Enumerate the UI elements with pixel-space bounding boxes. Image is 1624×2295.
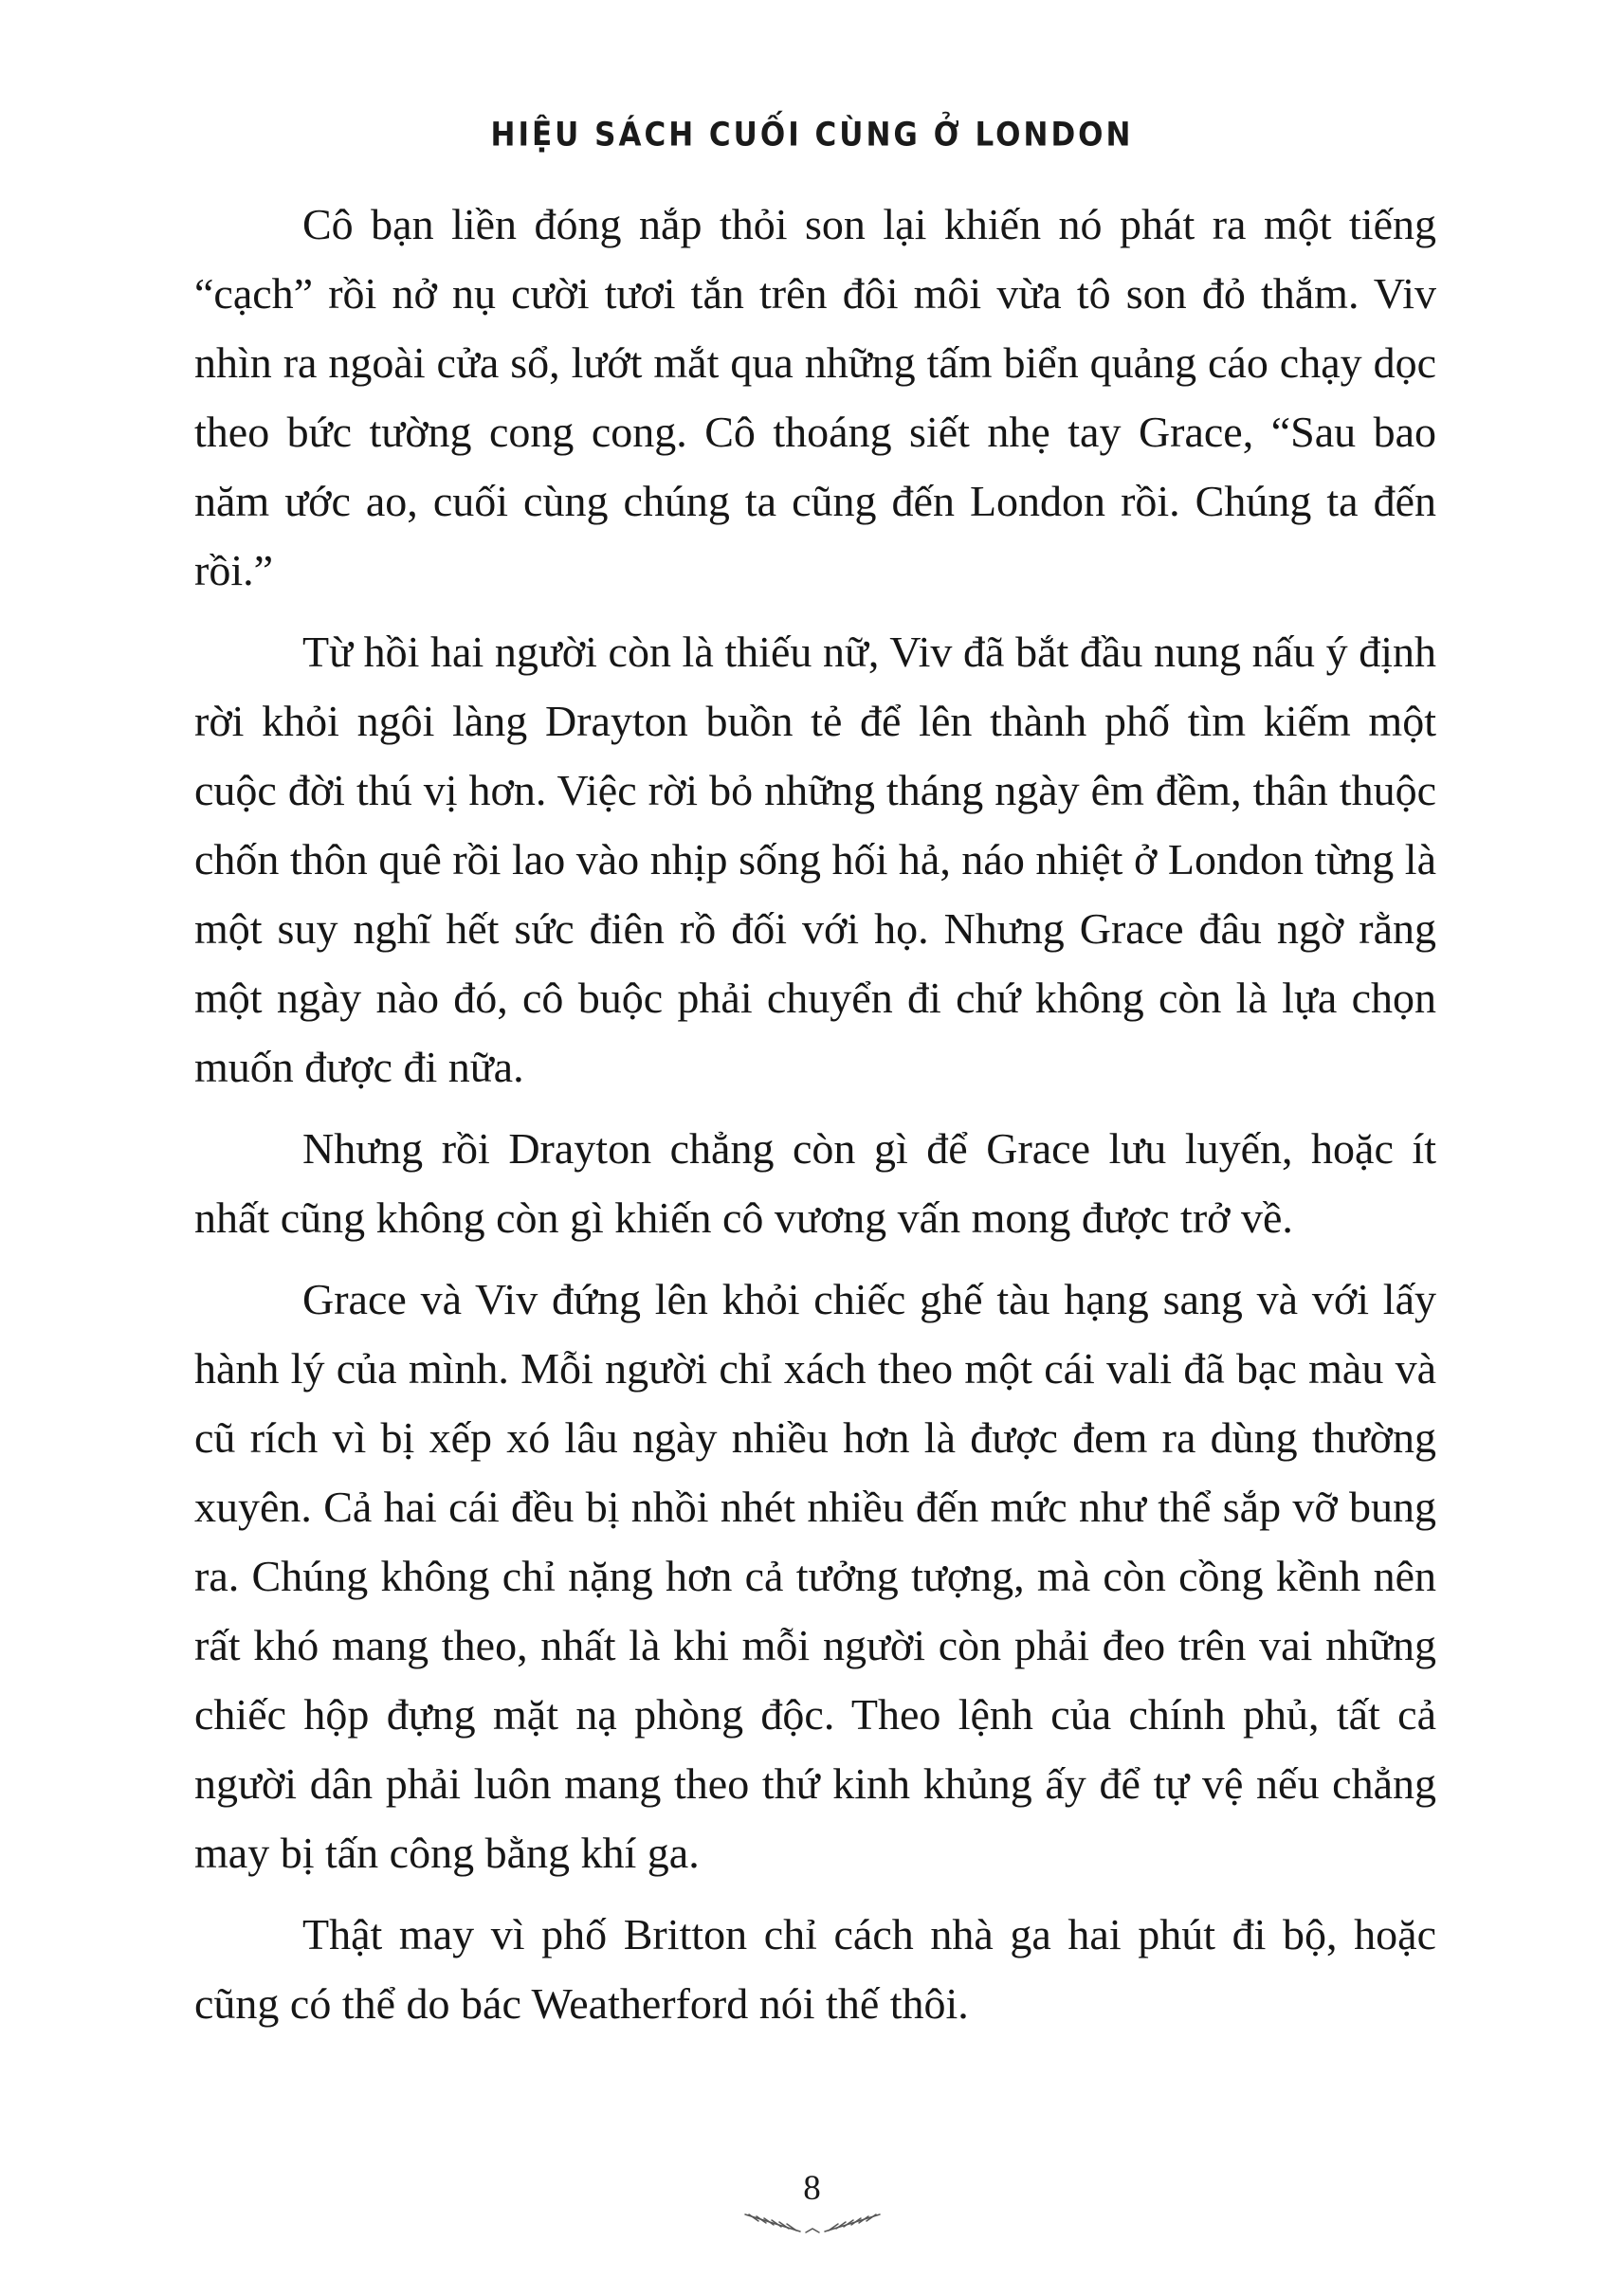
- paragraph: Từ hồi hai người còn là thiếu nữ, Viv đã bắt đầu nung nấu ý định rời khỏi ngôi làng Drayton buồn tẻ để lên thành phố tìm kiếm một cuộc đời thú vị hơn. Việc rời bỏ những tháng ngày êm đềm, thân thuộc chốn thôn quê rồi lao vào nhịp sống hối hả, náo nhiệt ở London từng là một suy nghĩ hết sức điên rồ đối với họ. Nhưng Grace đâu ngờ rằng một ngày nào đó, cô buộc phải chuyển đi chứ không còn là lựa chọn muốn được đi nữa.: [194, 628, 1436, 1091]
- laurel-ornament-icon: [741, 2210, 884, 2236]
- paragraph: Thật may vì phố Britton chỉ cách nhà ga hai phút đi bộ, hoặc cũng có thể do bác Weatherford nói thế thôi.: [194, 1910, 1436, 2028]
- page-footer: [0, 2171, 1624, 2236]
- paragraph: Cô bạn liền đóng nắp thỏi son lại khiến nó phát ra một tiếng “cạch” rồi nở nụ cười tươi tắn trên đôi môi vừa tô son đỏ thắm. Viv nhìn ra ngoài cửa sổ, lướt mắt qua những tấm biển quảng cáo chạy dọc theo bức tường cong cong. Cô thoáng siết nhẹ tay Grace, “Sau bao năm ước ao, cuối cùng chúng ta cũng đến London rồi. Chúng ta đến rồi.”: [194, 200, 1436, 594]
- running-header: HIỆU SÁCH CUỐI CÙNG Ở LONDON: [490, 116, 1134, 155]
- page-body: [194, 190, 1436, 2050]
- paragraph: Grace và Viv đứng lên khỏi chiếc ghế tàu hạng sang và với lấy hành lý của mình. Mỗi người chỉ xách theo một cái vali đã bạc màu và cũ rích vì bị xếp xó lâu ngày nhiều hơn là được đem ra dùng thường xuyên. Cả hai cái đều bị nhồi nhét nhiều đến mức như thể sắp vỡ bung ra. Chúng không chỉ nặng hơn cả tưởng tượng, mà còn cồng kềnh nên rất khó mang theo, nhất là khi mỗi người còn phải đeo trên vai những chiếc hộp đựng mặt nạ phòng độc. Theo lệnh của chính phủ, tất cả người dân phải luôn mang theo thứ kinh khủng ấy để tự vệ nếu chẳng may bị tấn công bằng khí ga.: [194, 1275, 1436, 1877]
- paragraph: Nhưng rồi Drayton chẳng còn gì để Grace lưu luyến, hoặc ít nhất cũng không còn gì khiến cô vương vấn mong được trở về.: [194, 1124, 1436, 1242]
- page-number: 8: [803, 2169, 821, 2208]
